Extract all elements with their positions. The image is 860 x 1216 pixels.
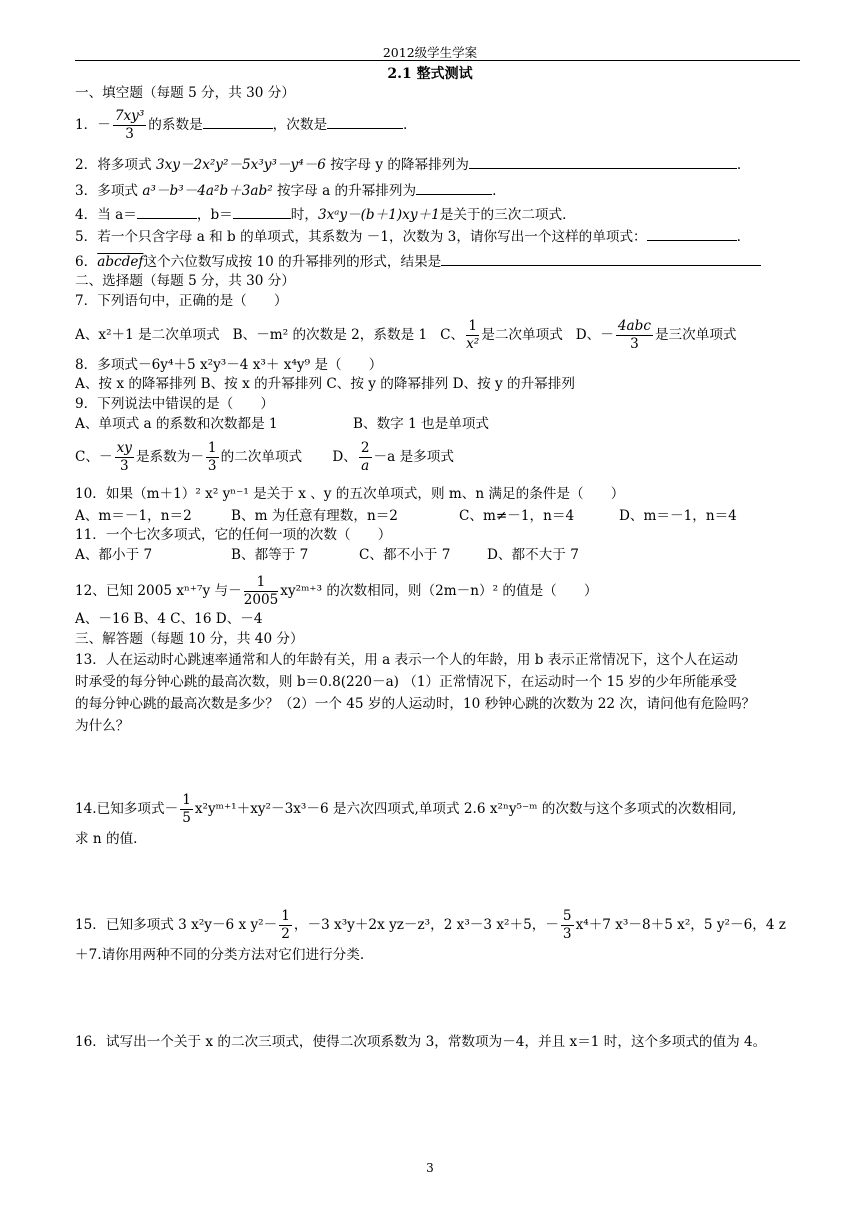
page-title: 2.1 整式测试 <box>387 66 473 82</box>
question-3: 3．多项式 a³－b³－4a²b＋3ab² 按字母 a 的升幂排列为 . <box>75 180 496 200</box>
answer-blank[interactable] <box>441 251 761 266</box>
question-9-options-ab: A、单项式 a 的系数和次数都是 1 B、数字 1 也是单项式 <box>75 416 490 432</box>
answer-blank[interactable] <box>203 114 273 129</box>
question-6: 6．abcdef这个六位数写成按 10 的升幂排列的形式，结果是 <box>75 251 761 271</box>
question-9-options-cd: C、－ $\frac{xy}{3}$ 是系数为－ $\frac{1}{3}$ 的二次单项式 D、 $\frac{2}{a}$ －a 是多项式 <box>75 440 454 474</box>
question-11-stem: 11．一个七次多项式，它的任何一项的次数（ ） <box>75 527 392 543</box>
question-1: 1．－ $\frac{\text{7xy³}}{3}$ 的系数是 ，次数是 . <box>75 108 408 142</box>
question-13-line-3: 的每分钟心跳的最高次数是多少？（2）一个 45 岁的人运动时，10 秒钟心跳的次数为 22 次，请问他有危险吗？ <box>75 696 756 712</box>
answer-blank[interactable] <box>137 204 197 219</box>
fraction: $\frac{1}{\text{x²}}$ <box>466 318 480 352</box>
question-12: 12、已知 2005 xⁿ⁺⁷y 与－ $\frac{1}{2005}$ xy²ᵐ⁺³ 的次数相同，则（2m－n）² 的值是（ ） <box>75 574 598 608</box>
question-7-stem: 7．下列语句中，正确的是（ ） <box>75 293 288 309</box>
question-13-line-1: 13．人在运动时心跳速率通常和人的年龄有关，用 a 表示一个人的年龄，用 b 表示正常情况下，这个人在运动 <box>75 652 739 668</box>
answer-blank[interactable] <box>327 114 403 129</box>
answer-blank[interactable] <box>416 180 492 195</box>
fraction: $\frac{1}{5}$ <box>182 792 191 826</box>
question-4: 4．当 a＝ ，b＝ 时，3xᵃy－(b＋1)xy＋1是关于的三次二项式. <box>75 204 566 224</box>
question-11-options: A、都小于 7 B、都等于 7 C、都不小于 7 D、都不大于 7 <box>75 547 579 563</box>
question-14-line-2: 求 n 的值. <box>75 831 138 847</box>
question-10-stem: 10．如果（m＋1）² x² yⁿ⁻¹ 是关于 x 、y 的五次单项式，则 m、n 满足的条件是（ ） <box>75 486 625 502</box>
question-16: 16．试写出一个关于 x 的二次三项式，使得二次项系数为 3，常数项为－4，并且 x＝1 时，这个多项式的值为 4。 <box>75 1034 767 1050</box>
header-rule <box>75 60 800 61</box>
fraction: $\frac{\text{7xy³}}{3}$ <box>114 108 145 142</box>
fraction: $\frac{5}{3}$ <box>562 908 572 942</box>
question-8-stem: 8．多项式－6y⁴＋5 x²y³－4 x³＋ x⁴y⁹ 是（ ） <box>75 357 383 373</box>
fraction: $\frac{1}{2005}$ <box>243 574 279 608</box>
question-8-options: A、按 x 的降幂排列 B、按 x 的升幂排列 C、按 y 的降幂排列 D、按 y 的升幂排列 <box>75 376 575 392</box>
question-14: 14.已知多项式－ $\frac{1}{5}$ x²yᵐ⁺¹＋xy²－3x³－6 是六次四项式,单项式 2.6 x²ⁿy⁵⁻ᵐ 的次数与这个多项式的次数相同, <box>75 792 737 826</box>
question-15: 15．已知多项式 3 x²y－6 x y²－ $\frac{1}{2}$ ，－3 x³y＋2x yz－z³，2 x³－3 x²＋5，－ $\frac{5}{3}$ x⁴＋7 x³－8＋5 x²，5 y²－6，4 z <box>75 908 786 942</box>
section-1-heading: 一、填空题（每题 5 分，共 30 分） <box>75 85 295 101</box>
question-2: 2．将多项式 3xy－2x²y²－5x³y³－y⁴－6 按字母 y 的降幂排列为 . <box>75 154 741 174</box>
fraction: $\frac{1}{3}$ <box>207 440 217 474</box>
fraction: $\frac{2}{a}$ <box>360 440 370 474</box>
fraction: $\frac{\text{4abc}}{3}$ <box>617 318 651 352</box>
answer-blank[interactable] <box>233 204 291 219</box>
page-number: 3 <box>426 1161 434 1175</box>
fraction: $\frac{xy}{3}$ <box>116 440 132 474</box>
fraction: $\frac{1}{2}$ <box>281 908 290 942</box>
question-10-options: A、m＝－1，n＝2 B、m 为任意有理数，n＝2 C、m≠－1，n＝4 D、m＝－1，n＝4 <box>75 508 737 524</box>
answer-blank[interactable] <box>647 226 737 241</box>
question-13-line-4: 为什么？ <box>75 718 130 734</box>
question-9-stem: 9．下列说法中错误的是（ ） <box>75 396 274 412</box>
header-top: 2012级学生学案 <box>382 45 478 60</box>
section-2-heading: 二、选择题（每题 5 分，共 30 分） <box>75 273 295 289</box>
question-7-options: A、x²＋1 是二次单项式 B、－m² 的次数是 2，系数是 1 C、 $\frac{1}{\text{x²}}$ 是二次单项式 D、－ $\frac{\text{4abc}}{3}$ 是三次单项式 <box>75 318 737 352</box>
question-5: 5．若一个只含字母 a 和 b 的单项式，其系数为 －1，次数为 3，请你写出一个这样的单项式： . <box>75 226 741 246</box>
question-13-line-2: 时承受的每分钟心跳的最高次数，则 b＝0.8(220－a) （1）正常情况下，在运动时一个 15 岁的少年所能承受 <box>75 674 737 690</box>
question-12-options: A、－16 B、4 C、16 D、－4 <box>75 611 263 627</box>
answer-blank[interactable] <box>469 154 737 169</box>
section-3-heading: 三、解答题（每题 10 分，共 40 分） <box>75 631 304 647</box>
question-15-line-2: ＋7.请你用两种不同的分类方法对它们进行分类. <box>75 947 365 963</box>
